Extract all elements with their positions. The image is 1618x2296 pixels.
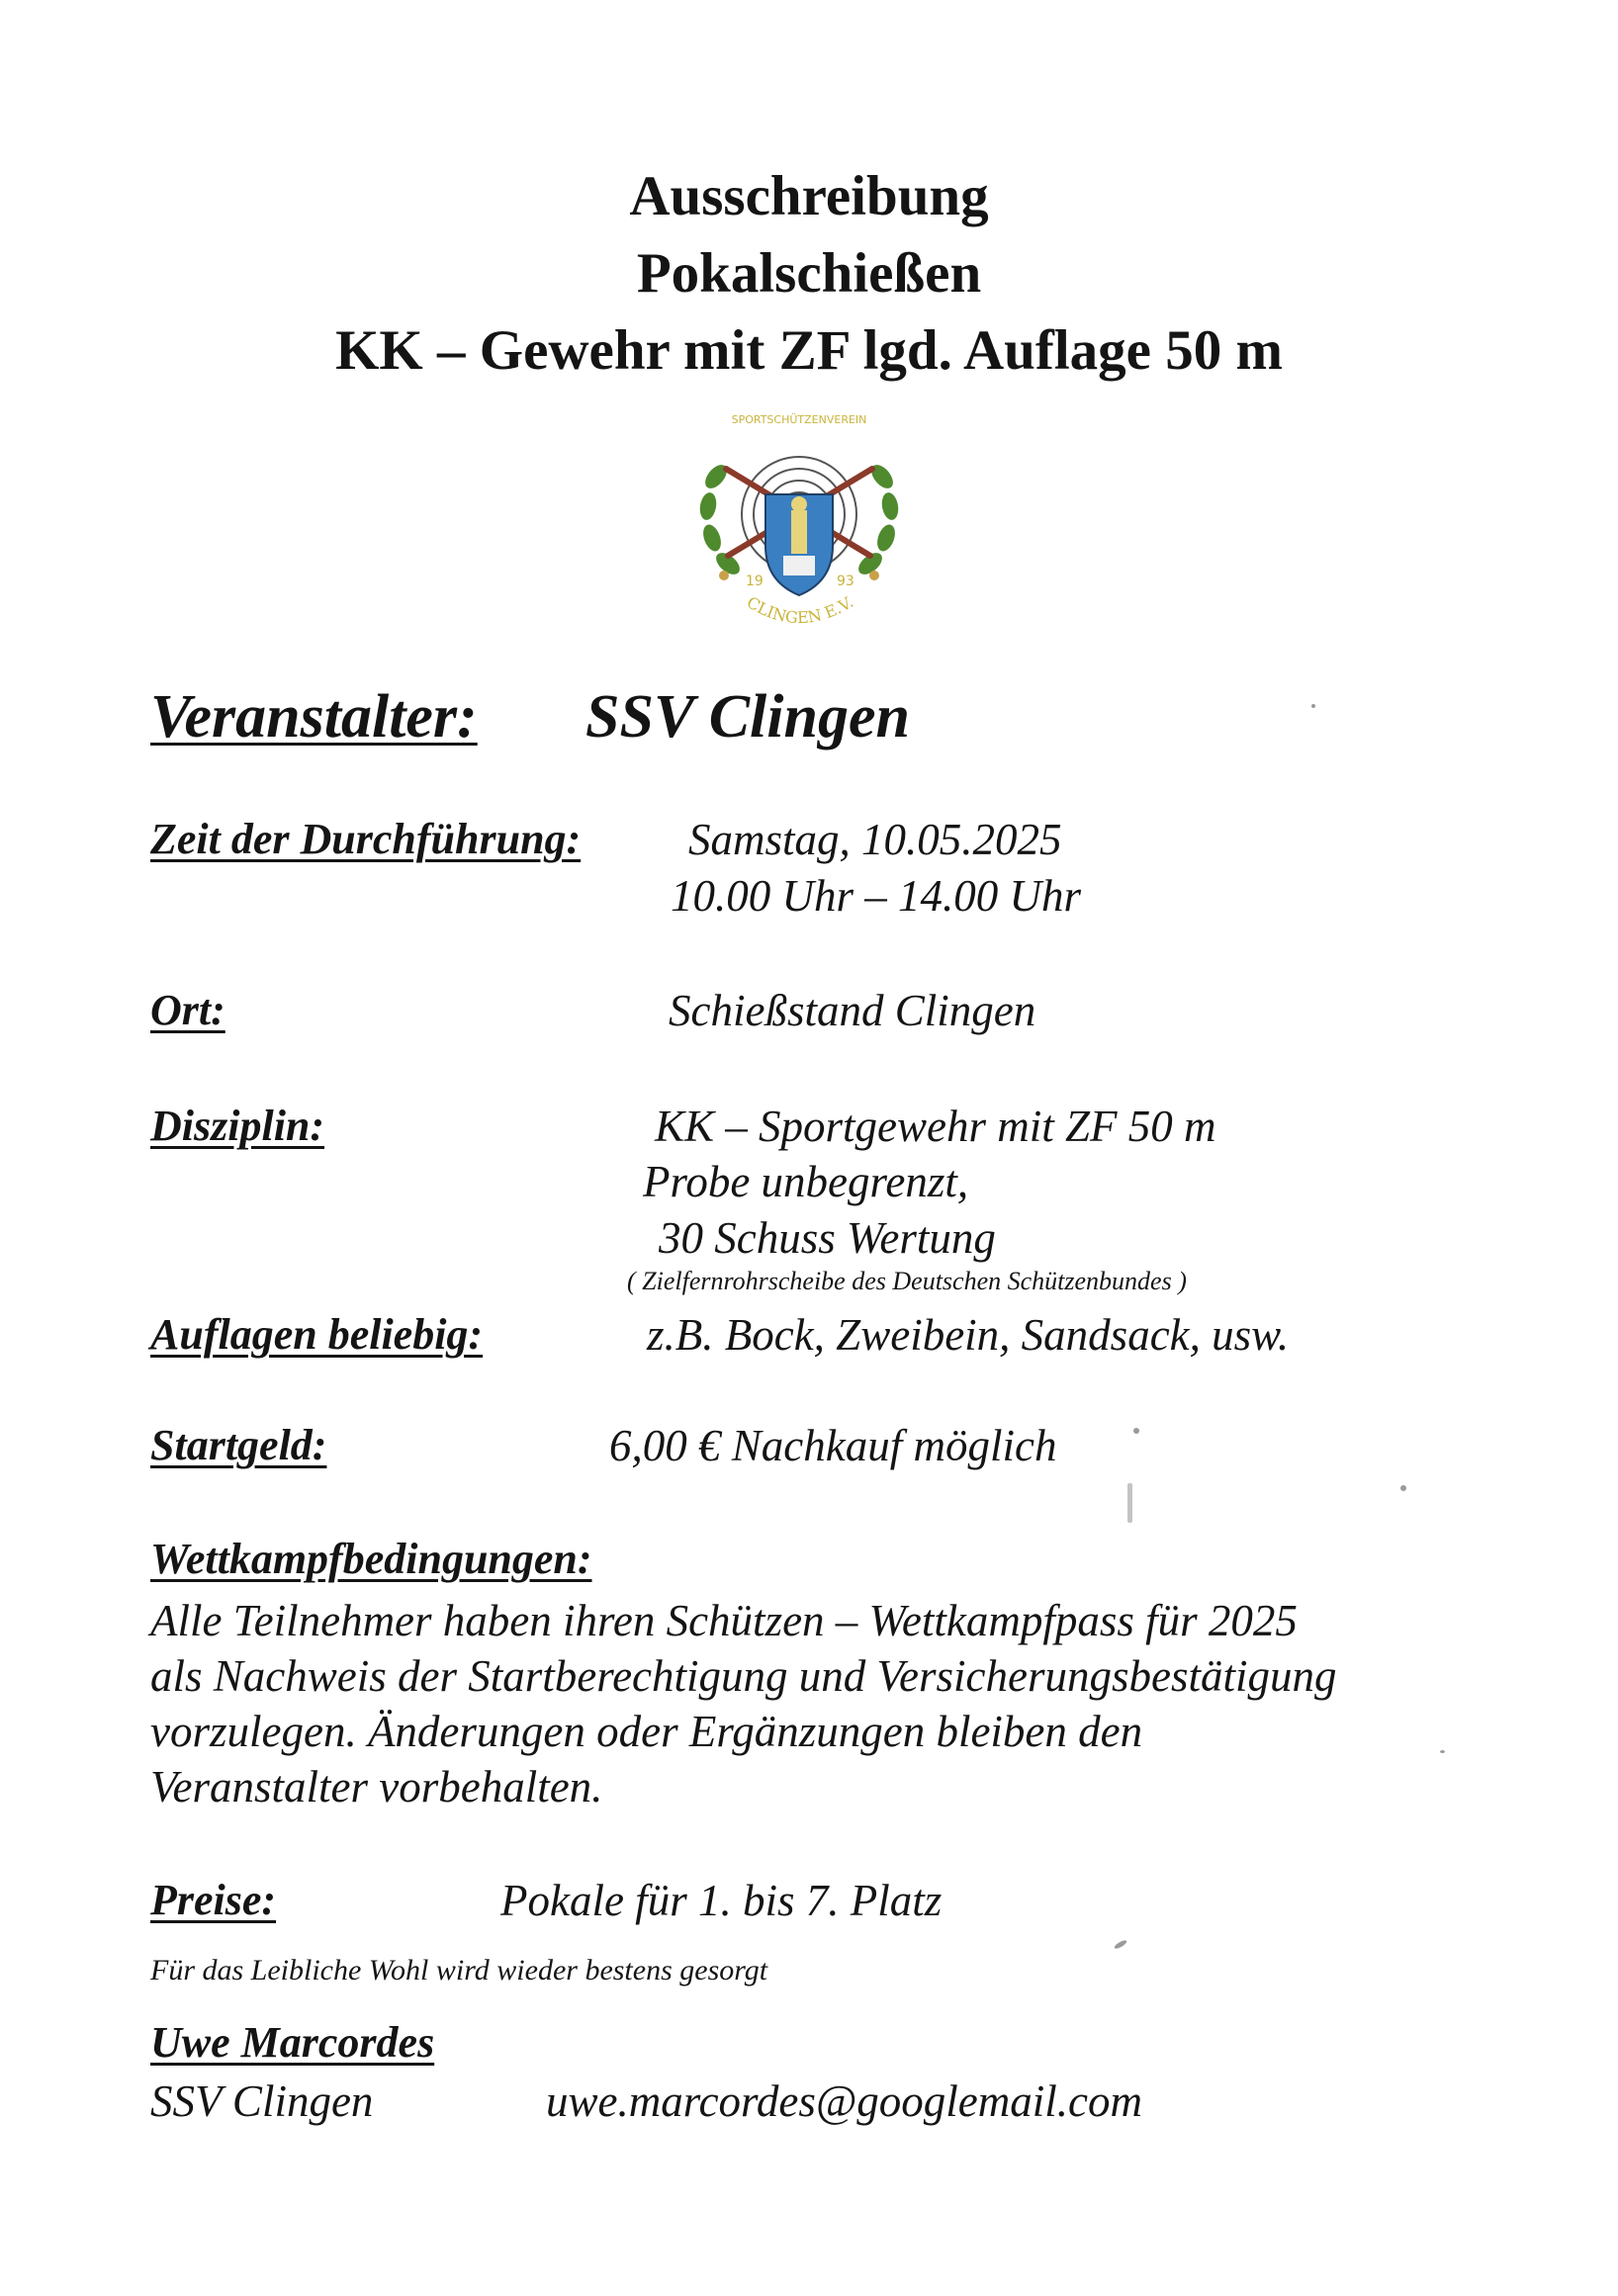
time-label: Zeit der Durchführung: xyxy=(150,815,582,863)
contact-club: SSV Clingen xyxy=(150,2076,374,2126)
prizes-value: Pokale für 1. bis 7. Platz xyxy=(500,1876,943,1925)
logo-bottom-text: CLINGEN E.V. xyxy=(743,592,857,628)
scan-speck xyxy=(1114,1939,1128,1950)
place-value: Schießstand Clingen xyxy=(669,986,1036,1035)
time-hours: 10.00 Uhr – 14.00 Uhr xyxy=(671,871,1082,921)
conditions-line-3: vorzulegen. Änderungen oder Ergänzungen bleiben den xyxy=(150,1707,1143,1756)
scan-speck xyxy=(1133,1428,1139,1434)
conditions-line-2: als Nachweis der Startberechtigung und Versicherungsbestätigung xyxy=(150,1651,1337,1701)
logo-year-left: 19 xyxy=(746,574,764,589)
discipline-note: ( Zielfernrohrscheibe des Deutschen Schützenbundes ) xyxy=(627,1267,1187,1295)
contact-name: Uwe Marcordes xyxy=(150,2018,435,2067)
discipline-line-2: Probe unbegrenzt, xyxy=(643,1157,969,1206)
logo-year-right: 93 xyxy=(837,574,854,589)
prizes-label: Preise: xyxy=(150,1876,277,1924)
supports-label: Auflagen beliebig: xyxy=(150,1310,484,1359)
catering-note: Für das Leibliche Wohl wird wieder bestens gesorgt xyxy=(150,1954,768,1987)
discipline-line-1: KK – Sportgewehr mit ZF 50 m xyxy=(655,1102,1216,1151)
conditions-line-1: Alle Teilnehmer haben ihren Schützen – Wettkampfpass für 2025 xyxy=(150,1596,1298,1645)
organizer-label: Veranstalter: xyxy=(150,683,478,751)
place-label: Ort: xyxy=(150,986,225,1034)
scan-speck xyxy=(1400,1485,1406,1491)
title-line-1: Ausschreibung xyxy=(629,165,989,227)
fee-value: 6,00 € Nachkauf möglich xyxy=(609,1421,1057,1470)
discipline-line-3: 30 Schuss Wertung xyxy=(659,1213,996,1263)
fee-label: Startgeld: xyxy=(150,1421,327,1469)
conditions-line-4: Veranstalter vorbehalten. xyxy=(150,1762,603,1811)
scan-speck xyxy=(1440,1750,1445,1753)
time-date: Samstag, 10.05.2025 xyxy=(688,815,1062,864)
contact-email: uwe.marcordes@googlemail.com xyxy=(546,2076,1142,2126)
conditions-label: Wettkampfbedingungen: xyxy=(150,1535,592,1583)
title-line-3: KK – Gewehr mit ZF lgd. Auflage 50 m xyxy=(335,319,1283,382)
scan-speck xyxy=(1311,704,1315,708)
supports-value: z.B. Bock, Zweibein, Sandsack, usw. xyxy=(647,1310,1290,1360)
logo-top-text: SPORTSCHÜTZENVEREIN xyxy=(731,413,867,426)
club-logo xyxy=(686,407,912,647)
discipline-label: Disziplin: xyxy=(150,1102,325,1150)
scan-speck xyxy=(1127,1483,1132,1523)
title-line-2: Pokalschießen xyxy=(636,242,982,305)
organizer-value: SSV Clingen xyxy=(585,683,910,751)
